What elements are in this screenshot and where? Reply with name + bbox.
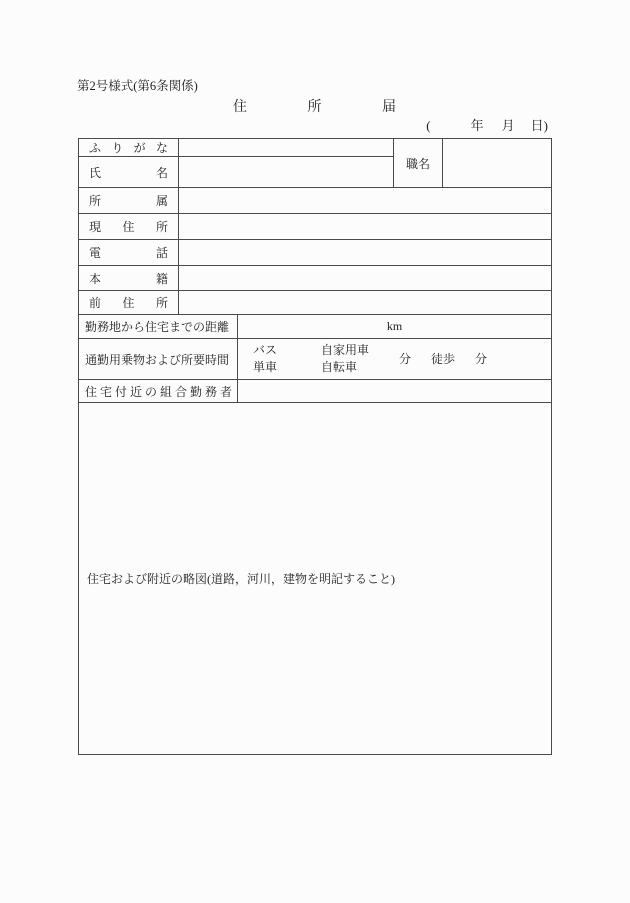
form-number: 第2号様式(第6条関係) (77, 79, 198, 93)
distance-label: 勤務地から住宅までの距離 (79, 315, 238, 339)
commute-label: 通勤用乗物および所要時間 (79, 339, 238, 380)
commute-options (238, 342, 551, 376)
vehicle-column-1 (253, 342, 321, 376)
previous-address-label: 前 住 所 (79, 291, 179, 315)
job-title-label: 職名 (394, 139, 443, 188)
union-workers-label: 住 宅 付 近 の 組 合 勤 務 者 (79, 380, 238, 403)
date-day-label: 日) (530, 118, 548, 133)
table-row (79, 403, 552, 755)
table-row (79, 266, 552, 291)
vehicle-bus-label: バス (253, 343, 278, 357)
union-workers-field (238, 380, 552, 403)
furigana-label: ふ り が な (79, 139, 179, 157)
map-box (79, 403, 552, 755)
vehicle-motorbike-label: 単車 (253, 360, 278, 374)
vehicle-car-label: 自家用車 (321, 343, 370, 357)
furigana-field (179, 139, 394, 157)
commute-field (238, 339, 552, 380)
table-row (79, 240, 552, 266)
registered-domicile-label: 本 籍 (79, 266, 179, 291)
name-label: 氏 名 (79, 157, 179, 188)
current-address-field (179, 214, 552, 240)
telephone-label: 電 話 (79, 240, 179, 266)
job-title-field (443, 139, 552, 188)
date-line (78, 118, 551, 134)
vehicle-column-2 (321, 342, 399, 376)
map-label: 住宅および附近の略図(道路，河川，建物を明記すること) (87, 572, 395, 586)
minutes-label-2: 分 (475, 351, 488, 366)
address-form-table (78, 138, 552, 755)
minutes-label-1: 分 (399, 351, 412, 366)
form-title: 住 所 届 (233, 100, 396, 115)
name-field (179, 157, 394, 188)
affiliation-field (179, 188, 552, 214)
date-open-paren: ( (426, 118, 431, 133)
registered-domicile-field (179, 266, 552, 291)
vehicle-bicycle-label: 自転車 (321, 360, 358, 374)
table-row (79, 291, 552, 315)
walk-label: 徒歩 (431, 351, 456, 366)
table-row (79, 339, 552, 380)
table-row (79, 214, 552, 240)
telephone-field (179, 240, 552, 266)
current-address-label: 現 住 所 (79, 214, 179, 240)
affiliation-label: 所 属 (79, 188, 179, 214)
table-row (79, 315, 552, 339)
table-row (79, 139, 552, 157)
table-row (79, 188, 552, 214)
date-month-label: 月 (501, 118, 515, 133)
table-row (79, 380, 552, 403)
date-year-label: 年 (470, 118, 484, 133)
previous-address-field (179, 291, 552, 315)
distance-field: km (238, 315, 552, 339)
